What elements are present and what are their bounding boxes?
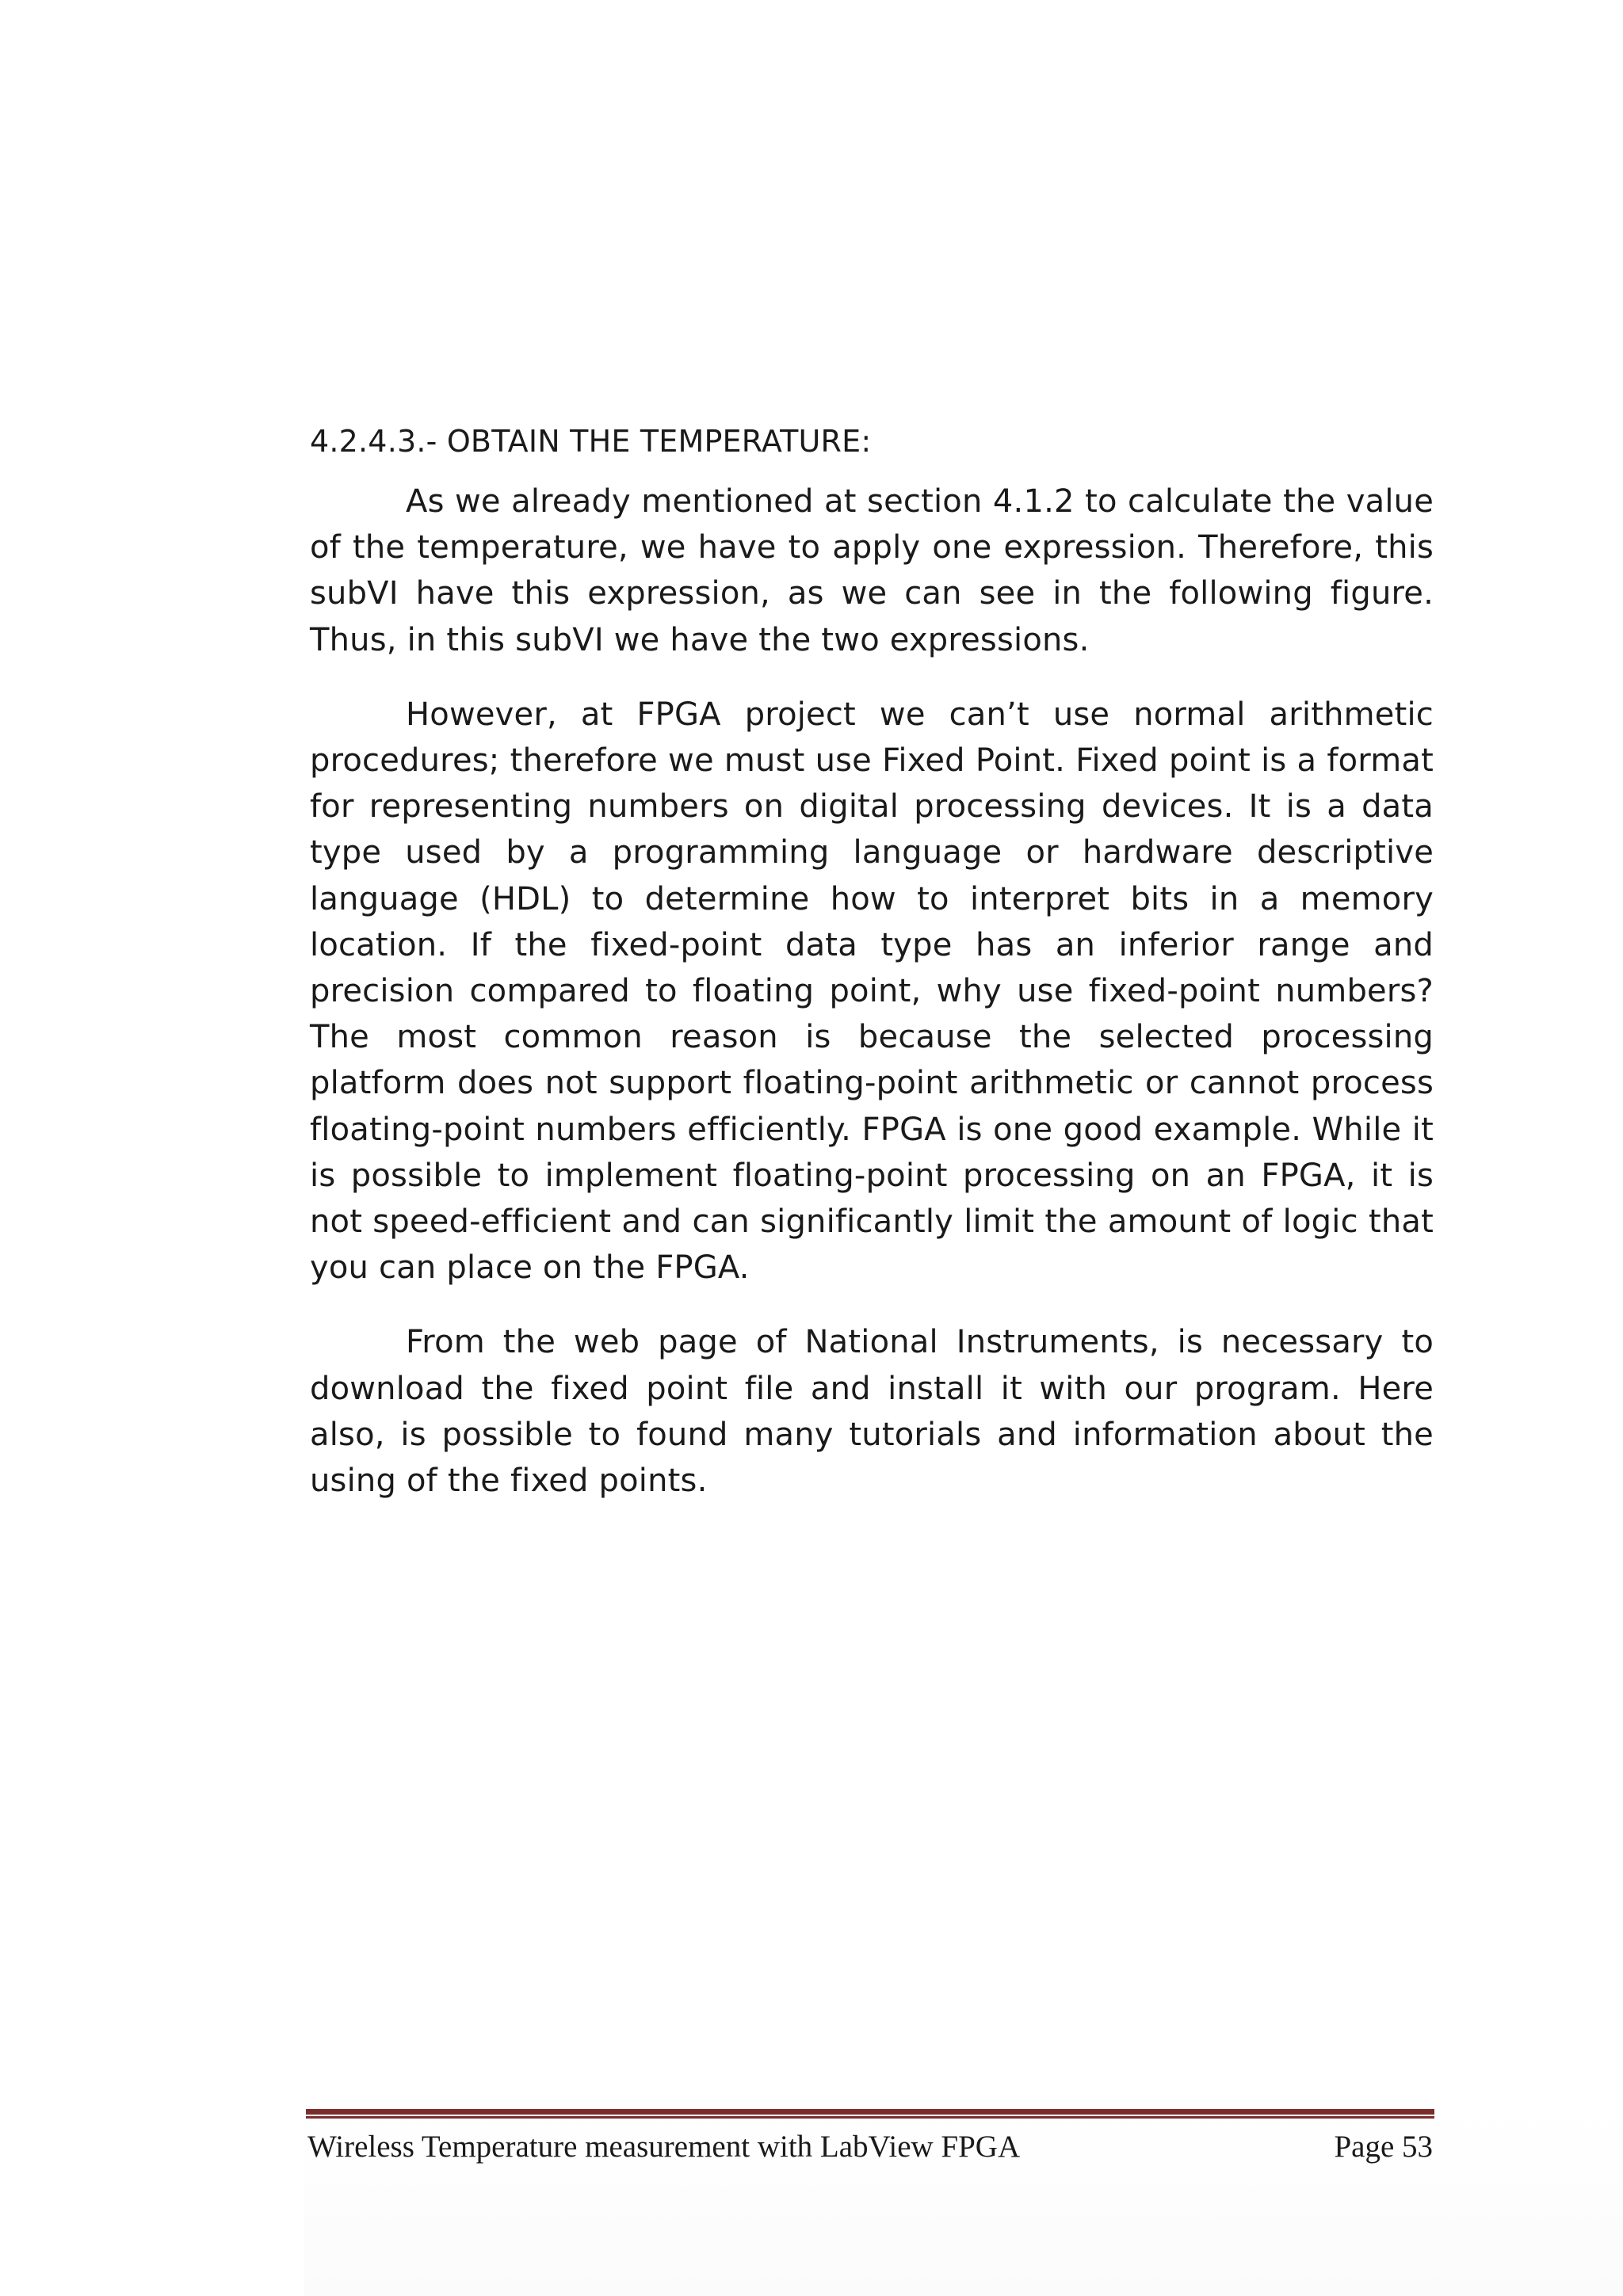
paragraph-intro: As we already mentioned at section 4.1.2 to calculate the value of the temperature, we have to apply one expression. Therefore, this subVI have this expression, as we can see in the following figure. Thus, in this subVI we have the two expressions. <box>310 483 1434 658</box>
page-body <box>310 418 1434 1532</box>
footer-rule <box>306 2109 1434 2119</box>
page-footer <box>307 2126 1433 2168</box>
paragraph-national-instruments: From the web page of National Instruments, is necessary to download the fixed point file and install it with our program. Here also, is possible to found many tutorials and information about the using of the fixed points. <box>310 1324 1434 1500</box>
section-heading: 4.2.4.3.- OBTAIN THE TEMPERATURE: <box>310 424 872 459</box>
footer-rule-thin <box>306 2116 1434 2119</box>
page-number: Page 53 <box>1334 2130 1433 2164</box>
paragraph-fixed-point: However, at FPGA project we can’t use normal arithmetic procedures; therefore we must use Fixed Point. Fixed point is a format for representing numbers on digital processing devices. It is a data type used by a programming language or hardware descriptive language (HDL) to determine how to interpret bits in a memory location. If the fixed-point data type has an inferior range and precision compared to floating point, why use fixed-point numbers? The most common reason is because the selected processing platform does not support floating-point arithmetic or cannot process floating-point numbers efficiently. FPGA is one good example. While it is possible to implement floating-point processing on an FPGA, it is not speed-efficient and can significantly limit the amount of logic that you can place on the FPGA. <box>310 696 1434 1287</box>
footer-title: Wireless Temperature measurement with LabView FPGA <box>307 2130 1021 2164</box>
footer-rule-thick <box>306 2109 1434 2115</box>
